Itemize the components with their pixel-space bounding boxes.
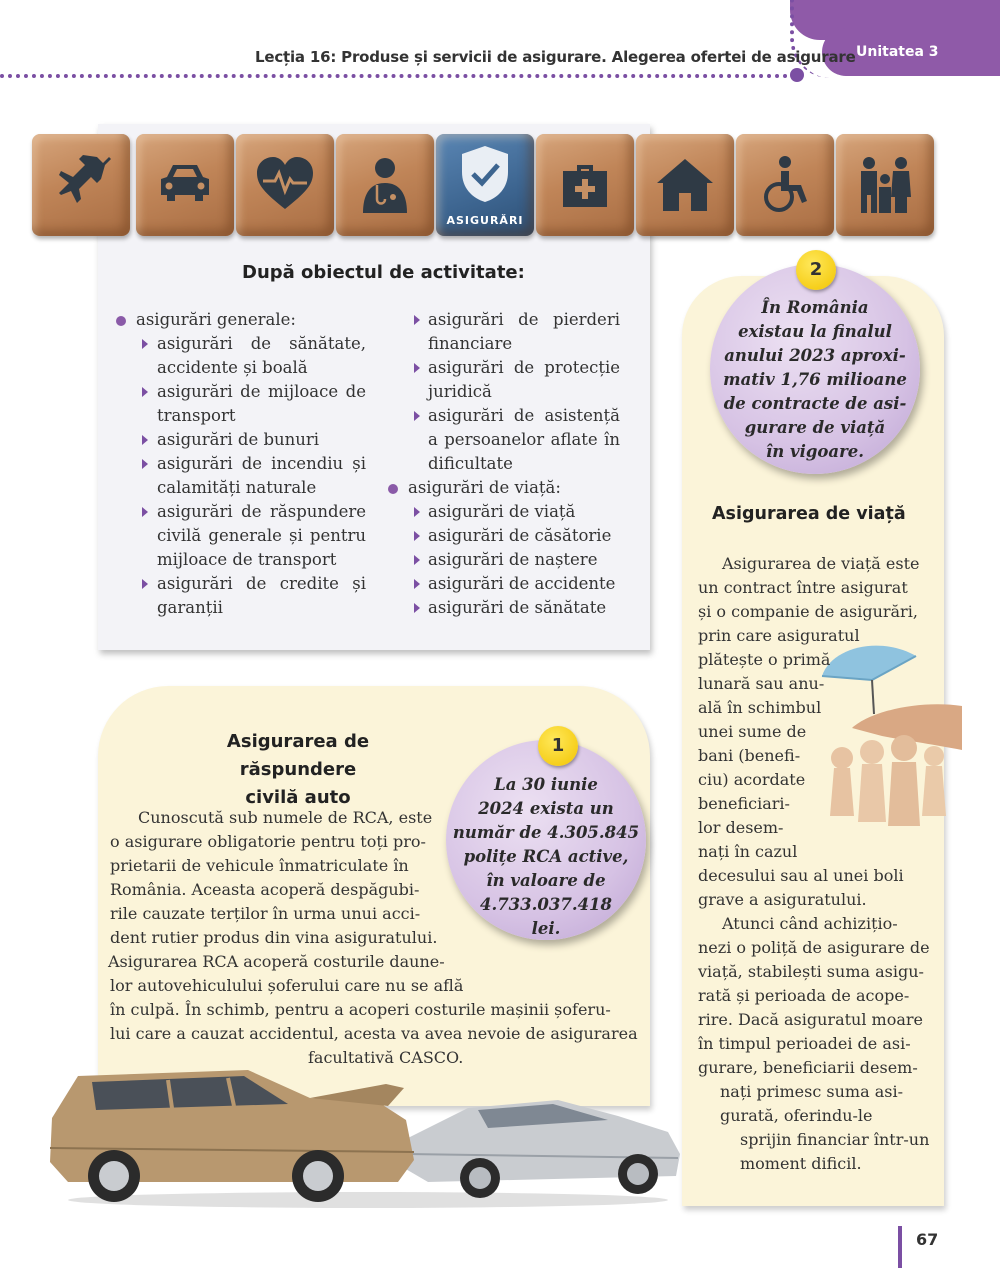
life-text-line: bani (benefi- (698, 746, 801, 765)
list-item: asigurări de mijloace de transport (116, 380, 366, 428)
heart-pulse-icon (255, 155, 315, 215)
life-text-line: beneficiari- (698, 794, 790, 813)
fact-line: număr de 4.305.845 (452, 823, 640, 842)
cube-asigurari (436, 134, 534, 236)
life-text-line: și o companie de asigurări, (698, 602, 918, 621)
fact-badge-2: 2 (796, 250, 836, 290)
life-text-line: lunară sau anu- (698, 674, 825, 693)
cube-asigurari-label: ASIGURĂRI (446, 214, 524, 227)
cube-family (836, 134, 934, 236)
rca-text-line: lui care a cauzat accidentul, acesta va avea nevoie de asigurarea (110, 1024, 638, 1043)
life-insurance-title: Asigurarea de viață (712, 504, 906, 524)
life-text-line: plătește o primă (698, 650, 831, 669)
life-text-line: gurată, oferindu-le (720, 1106, 873, 1125)
list-item: asigurări de protecție juridică (388, 356, 620, 404)
list-item: asigurări de accidente (388, 572, 620, 596)
rca-fact-text (450, 773, 642, 941)
list-item: asigurări de asistență a persoanelor aflate în dificultate (388, 404, 620, 476)
life-text-line: grave a asiguratului. (698, 890, 867, 909)
house-icon (655, 155, 715, 215)
rca-title-line2: civilă auto (245, 787, 351, 808)
fact-line: polițe RCA active, (463, 847, 629, 866)
life-text-line: gurare, beneficiarii desem- (698, 1058, 918, 1077)
unit-dotted-border (790, 0, 830, 78)
life-text-line: rire. Dacă asiguratul moare (698, 1010, 924, 1029)
header-dotted-divider (0, 74, 796, 78)
car-accident-image (48, 1058, 688, 1208)
fact-badge-1: 1 (538, 726, 578, 766)
life-text-line: ciu) acordate (698, 770, 806, 789)
list-item: asigurări de bunuri (116, 428, 366, 452)
fact-line: în vigoare. (765, 442, 865, 461)
first-aid-kit-icon (555, 155, 615, 215)
life-insurance-label: asigurări de viață: (388, 476, 620, 500)
rca-text-line: Cunoscută sub numele de RCA, este (138, 808, 433, 827)
wheelchair-icon (755, 155, 815, 215)
life-text-line: lor desem- (698, 818, 784, 837)
fact-line: În România (761, 298, 869, 317)
cube-house (636, 134, 734, 236)
classification-title: După obiectul de activitate: (242, 262, 525, 283)
life-text-line: nezi o poliță de asigurare de (698, 938, 930, 957)
fact-line: existau la finalul (738, 322, 892, 341)
list-item: asigurări de viață (388, 500, 620, 524)
list-item: asigurări de căsătorie (388, 524, 620, 548)
fact-line: de contracte de asi- (723, 394, 907, 413)
cube-heart (236, 134, 334, 236)
fact-line: 2024 exista un (478, 799, 614, 818)
list-item: asigurări de pierderi financiare (388, 308, 620, 356)
life-text-line: sprijin financiar într-un (740, 1130, 930, 1149)
life-fact-text (712, 296, 918, 464)
cube-car (136, 134, 234, 236)
cube-wheelchair (736, 134, 834, 236)
life-text-line: în timpul perioadei de asi- (698, 1034, 911, 1053)
rca-text-line: România. Aceasta acoperă despăgubi- (110, 880, 420, 899)
page-number: 67 (916, 1230, 939, 1249)
fact-line: La 30 iunie (494, 775, 598, 794)
life-text-line: moment dificil. (740, 1154, 862, 1173)
cube-airplane (32, 134, 130, 236)
lesson-title: Lecția 16: Produse și servicii de asigurare. Alegerea ofertei de asigurare (255, 48, 856, 66)
fact-line: mativ 1,76 milioane (723, 370, 907, 389)
rca-title-line1: Asigurarea de răspundere (226, 731, 370, 780)
life-text-line: unei sume de (698, 722, 807, 741)
life-text-line: rată și perioada de acope- (698, 986, 910, 1005)
rca-text-line: dent rutier produs din vina asiguratului. (110, 928, 438, 947)
classification-right-column (388, 308, 620, 620)
rca-text-line: prietarii de vehicule înmatriculate în (110, 856, 409, 875)
list-item: asigurări de naștere (388, 548, 620, 572)
rca-title (168, 728, 428, 812)
car-icon (155, 155, 215, 215)
list-item: asigurări de incendiu și calamități naturale (116, 452, 366, 500)
rca-text-line: facultativă CASCO. (308, 1048, 464, 1067)
unit-label: Unitatea 3 (856, 44, 939, 60)
rca-text-line: rile cauzate terților în urma unui acci- (110, 904, 421, 923)
fact-line: 4.733.037.418 (479, 895, 613, 914)
rca-text-line: Asigurarea RCA acoperă costurile daune- (108, 952, 445, 971)
cube-first-aid (536, 134, 634, 236)
doctor-icon (355, 155, 415, 215)
life-text-line: decesului sau al unei boli (698, 866, 904, 885)
life-text-line: Atunci când achizițio- (722, 914, 898, 933)
classification-left-column (116, 308, 366, 620)
rca-text-line: lor autovehiculului șoferului care nu se află (110, 976, 464, 995)
fact-line: gurare de viață (744, 418, 886, 437)
header-divider-dot (790, 68, 804, 82)
life-text-line: viață, stabilești suma asigu- (698, 962, 924, 981)
fact-line: în valoare de (486, 871, 606, 890)
life-insurance-body-text (698, 552, 928, 1176)
life-text-line: prin care asiguratul (698, 626, 860, 645)
life-text-line: un contract între asigurat (698, 578, 908, 597)
shield-check-icon (458, 144, 512, 204)
list-item: asigurări de sănătate (388, 596, 620, 620)
life-text-line: nați în cazul (698, 842, 798, 861)
airplane-icon (51, 155, 111, 215)
life-text-line: nați primesc suma asi- (720, 1082, 903, 1101)
general-insurance-label: asigurări generale: (116, 308, 366, 332)
life-text-line: ală în schimbul (698, 698, 822, 717)
life-text-line: Asigurarea de viață este (722, 554, 920, 573)
family-icon (855, 155, 915, 215)
cube-doctor (336, 134, 434, 236)
list-item: asigurări de credite și garanții (116, 572, 366, 620)
list-item: asigurări de sănătate, accidente și boală (116, 332, 366, 380)
rca-text-line: în culpă. În schimb, pentru a acoperi costurile mașinii șoferu- (110, 1000, 611, 1019)
insurance-cubes-image (32, 134, 934, 238)
fact-line: anului 2023 aproxi- (724, 346, 906, 365)
rca-text-line: o asigurare obligatorie pentru toți pro- (110, 832, 426, 851)
page-number-bar (898, 1226, 902, 1268)
list-item: asigurări de răspundere civilă generale și pentru mijloace de transport (116, 500, 366, 572)
fact-line: lei. (531, 919, 561, 938)
